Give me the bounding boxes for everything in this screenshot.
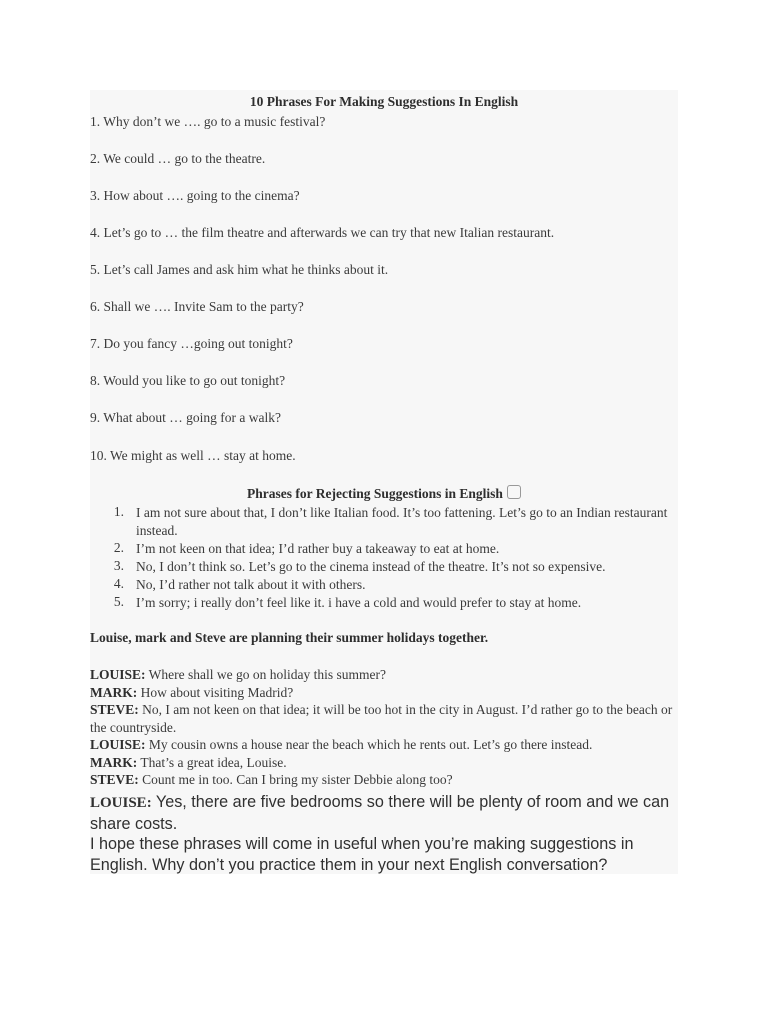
dialogue-block [90, 666, 676, 789]
phrase-1: 1. Why don’t we …. go to a music festival? [90, 114, 326, 129]
speaker-name: MARK: [90, 684, 138, 700]
dialogue-text: That’s a great idea, Louise. [137, 754, 287, 770]
reject-num-4: 4. [113, 576, 124, 591]
dialogue-line [90, 701, 676, 736]
reject-item-2: I’m not keen on that idea; I’d rather buy a takeaway to eat at home. [136, 541, 500, 556]
phrase-2: 2. We could … go to the theatre. [90, 151, 266, 166]
phrase-6: 6. Shall we …. Invite Sam to the party? [90, 299, 304, 314]
reject-item-5: I’m sorry; i really don’t feel like it. i have a cold and would prefer to stay at home. [136, 595, 582, 610]
reject-num-1: 1. [113, 504, 124, 519]
phrase-7: 7. Do you fancy …going out tonight? [90, 336, 293, 351]
reject-num-2: 2. [113, 540, 124, 555]
speaker-name: LOUISE: [90, 737, 146, 752]
phrase-3: 3. How about …. going to the cinema? [90, 188, 300, 203]
dialogue-text: No, I am not keen on that idea; it will be too hot in the city in August. I’d rather go to the beach or the countryside. [90, 702, 673, 735]
dialogue-line [90, 684, 676, 702]
speaker-name: STEVE: [90, 772, 139, 787]
phrase-8: 8. Would you like to go out tonight? [90, 373, 286, 388]
dialogue-intro: Louise, mark and Steve are planning their summer holidays together. [90, 630, 489, 645]
dialogue-text: Yes, there are five bedrooms so there will be plenty of room and we can share costs. [90, 793, 670, 833]
speaker-name: LOUISE: [90, 667, 146, 682]
dialogue-text: Where shall we go on holiday this summer? [145, 667, 386, 682]
phrase-9: 9. What about … going for a walk? [90, 410, 281, 425]
document-title: 10 Phrases For Making Suggestions In English [249, 94, 519, 109]
phrase-5: 5. Let’s call James and ask him what he thinks about it. [90, 262, 389, 277]
speaker-name: STEVE: [90, 702, 139, 717]
document-page [90, 90, 678, 874]
rejecting-heading [90, 485, 678, 502]
dialogue-line [90, 771, 676, 789]
phrase-10: 10. We might as well … stay at home. [90, 448, 296, 463]
reject-item-3: No, I don’t think so. Let’s go to the cinema instead of the theatre. It’s not so expensive. [136, 559, 606, 574]
reject-num-5: 5. [113, 594, 124, 609]
reject-item-1: I am not sure about that, I don’t like Italian food. It’s too fattening. Let’s go to an Indian restaurant instead. [136, 505, 668, 538]
dialogue-line [90, 754, 676, 772]
phrase-4: 4. Let’s go to … the film theatre and afterwards we can try that new Italian restaurant. [90, 225, 555, 240]
rejecting-title: Phrases for Rejecting Suggestions in English [247, 486, 503, 501]
closing-paragraph: I hope these phrases will come in useful when you’re making suggestions in English. Why don’t you practice them in your next English conversation? [90, 835, 634, 874]
dialogue-text: Count me in too. Can I bring my sister Debbie along too? [138, 772, 453, 787]
speaker-name: MARK: [90, 754, 138, 770]
dialogue-text: How about visiting Madrid? [137, 684, 294, 700]
dialogue-text: My cousin owns a house near the beach which he rents out. Let’s go there instead. [145, 737, 593, 752]
gift-emoji-icon [507, 485, 521, 499]
reject-item-4: No, I’d rather not talk about it with others. [136, 577, 366, 592]
dialogue-line [90, 666, 676, 684]
reject-num-3: 3. [113, 558, 124, 573]
dialogue-line [90, 736, 676, 754]
speaker-name: LOUISE: [90, 795, 152, 811]
final-dialogue-line [90, 792, 678, 835]
